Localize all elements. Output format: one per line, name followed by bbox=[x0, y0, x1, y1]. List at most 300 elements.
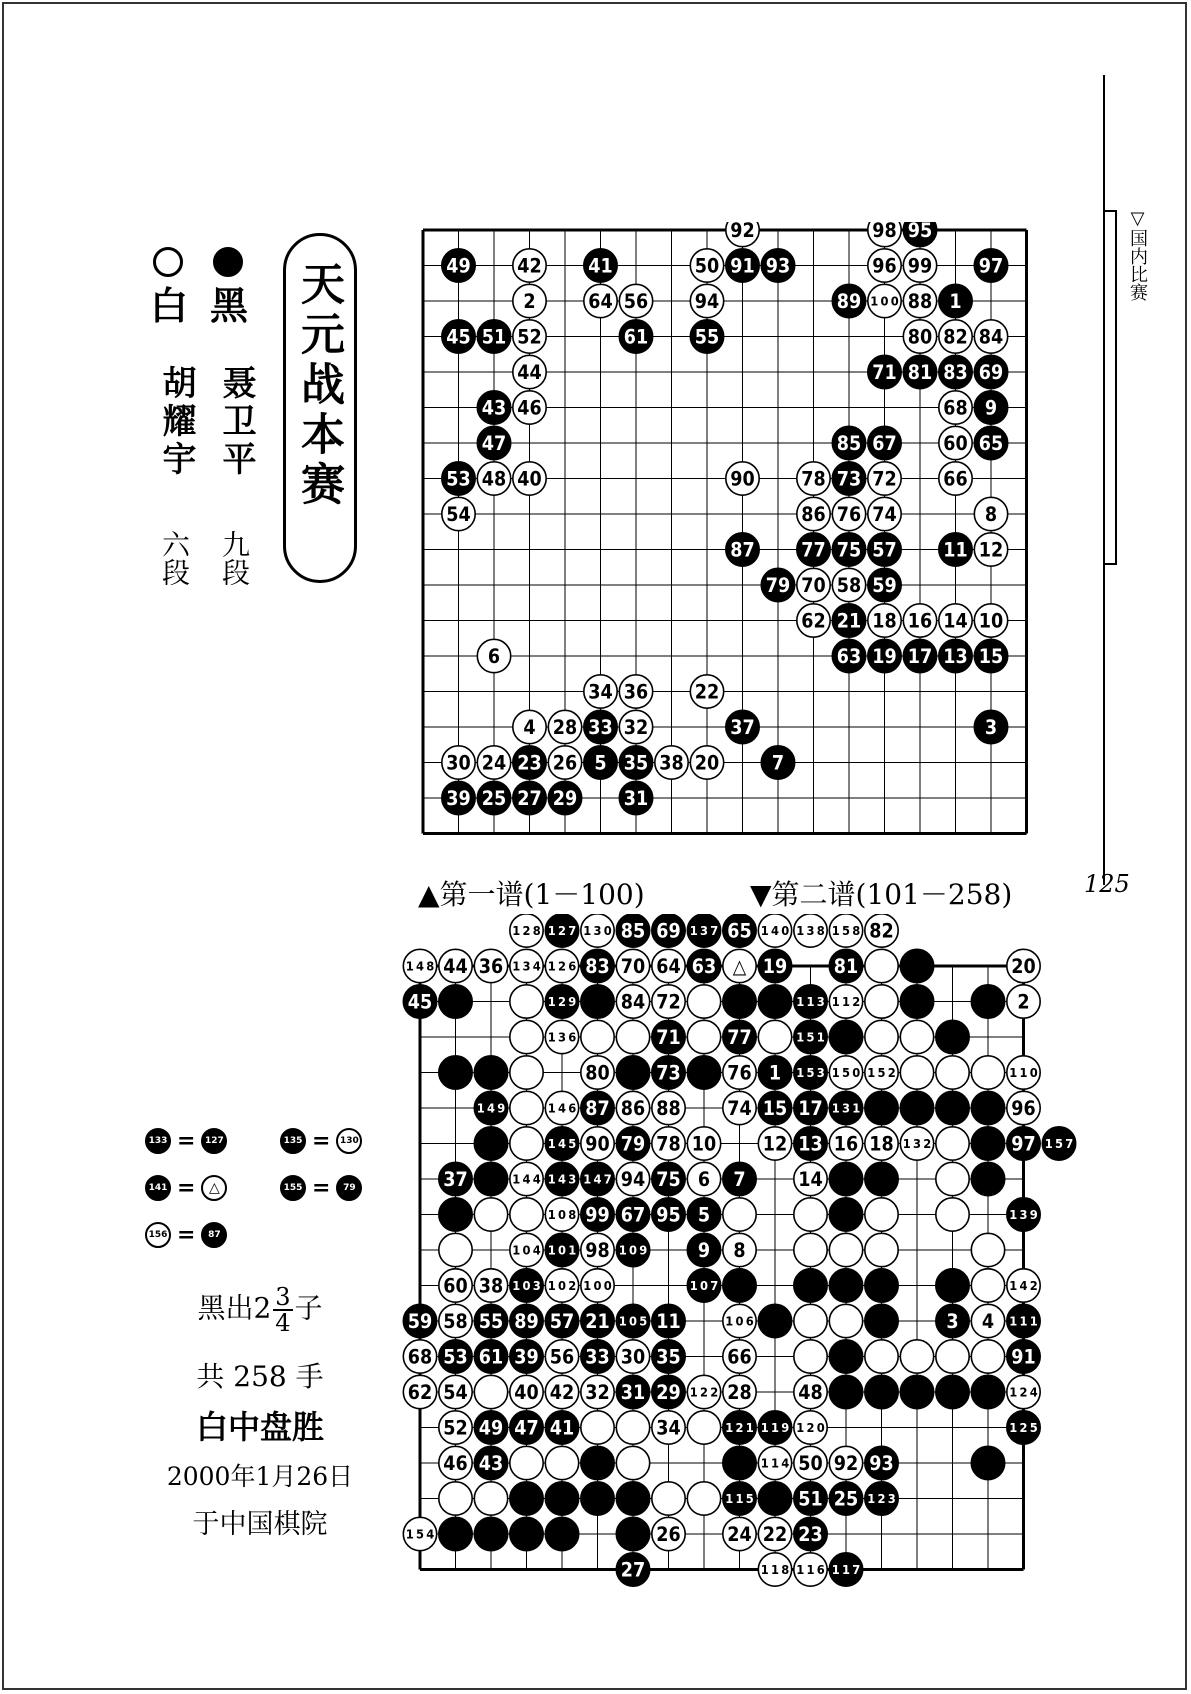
move-number: 41 bbox=[588, 254, 613, 278]
move-number: 1 bbox=[768, 1061, 782, 1085]
black-stone bbox=[794, 1269, 827, 1302]
white-stone bbox=[687, 985, 720, 1018]
white-stone bbox=[510, 985, 543, 1018]
move-number: 49 bbox=[446, 254, 471, 278]
move-number: 86 bbox=[620, 1097, 646, 1121]
black-stone bbox=[900, 949, 933, 982]
move-number: 38 bbox=[478, 1274, 504, 1298]
move-number: 139 bbox=[1009, 1208, 1038, 1224]
move-number: 15 bbox=[762, 1097, 788, 1121]
move-number: 30 bbox=[446, 751, 471, 775]
move-number: 64 bbox=[588, 290, 613, 314]
move-number: 39 bbox=[514, 1345, 539, 1369]
move-number: 16 bbox=[907, 609, 933, 633]
equivalence-item bbox=[145, 1175, 227, 1201]
move-number: 97 bbox=[1011, 1132, 1036, 1156]
total-moves: 共 258 手 bbox=[196, 1360, 324, 1393]
move-number: 48 bbox=[798, 1381, 823, 1405]
equivalence-item bbox=[145, 1128, 227, 1154]
move-number: 23 bbox=[798, 1523, 823, 1547]
move-number: 44 bbox=[443, 955, 468, 979]
move-number: 70 bbox=[620, 955, 646, 979]
black-stone bbox=[581, 1446, 614, 1479]
white-stone bbox=[936, 1198, 969, 1231]
move-number: 146 bbox=[547, 1101, 577, 1117]
move-number: 46 bbox=[443, 1452, 468, 1476]
white-stone bbox=[936, 1127, 969, 1160]
move-number: 57 bbox=[549, 1310, 575, 1334]
equivalence-stone: 127 bbox=[201, 1128, 227, 1154]
black-stone bbox=[474, 1517, 507, 1550]
move-number: 51 bbox=[481, 325, 507, 349]
move-number: 134 bbox=[512, 959, 541, 975]
move-number: 39 bbox=[446, 787, 471, 811]
black-player-rank: 九段 bbox=[218, 530, 251, 586]
black-stone bbox=[971, 1127, 1004, 1160]
move-number: 5 bbox=[697, 1203, 711, 1227]
move-number: 43 bbox=[478, 1452, 504, 1476]
move-number: △ bbox=[732, 955, 747, 979]
move-number: 31 bbox=[623, 787, 649, 811]
move-number: 15 bbox=[978, 645, 1004, 669]
white-stone bbox=[581, 1020, 614, 1053]
move-number: 11 bbox=[656, 1310, 681, 1334]
equals-sign: = bbox=[312, 1128, 331, 1154]
move-number: 87 bbox=[585, 1097, 610, 1121]
move-number: 91 bbox=[730, 254, 755, 278]
move-number: 10 bbox=[978, 609, 1004, 633]
move-number: 7 bbox=[771, 751, 785, 775]
move-number: 81 bbox=[907, 361, 933, 385]
black-stone bbox=[723, 1446, 756, 1479]
black-stone bbox=[723, 985, 756, 1018]
white-player-marker bbox=[153, 235, 183, 280]
move-number: 26 bbox=[552, 751, 578, 775]
black-stone bbox=[439, 1517, 472, 1550]
move-number: 12 bbox=[762, 1132, 788, 1156]
black-stone bbox=[829, 1020, 862, 1053]
move-number: 1 bbox=[949, 290, 962, 314]
move-number: 68 bbox=[407, 1345, 433, 1369]
move-number: 100 bbox=[870, 294, 899, 310]
move-number: 22 bbox=[762, 1523, 788, 1547]
equivalence-stone: 133 bbox=[145, 1128, 171, 1154]
move-number: 65 bbox=[978, 432, 1004, 456]
white-stone bbox=[510, 1056, 543, 1089]
move-number: 44 bbox=[517, 361, 542, 385]
white-stone bbox=[616, 1446, 649, 1479]
move-number: 52 bbox=[443, 1416, 468, 1440]
white-stone bbox=[474, 1198, 507, 1231]
black-stone bbox=[439, 985, 472, 1018]
move-number: 34 bbox=[588, 680, 613, 704]
move-number: 73 bbox=[836, 467, 862, 491]
move-number: 33 bbox=[585, 1345, 610, 1369]
move-number: 99 bbox=[585, 1203, 610, 1227]
white-stone bbox=[865, 1198, 898, 1231]
move-number: 19 bbox=[872, 645, 897, 669]
move-number: 132 bbox=[902, 1137, 932, 1153]
equivalence-stone: 87 bbox=[201, 1222, 227, 1248]
move-number: 40 bbox=[514, 1381, 539, 1405]
move-number: 137 bbox=[689, 924, 719, 940]
move-number: 36 bbox=[623, 680, 649, 704]
move-number: 4 bbox=[981, 1310, 995, 1334]
move-number: 130 bbox=[583, 924, 612, 940]
move-number: 64 bbox=[656, 955, 681, 979]
move-number: 100 bbox=[583, 1279, 612, 1295]
move-number: 28 bbox=[727, 1381, 752, 1405]
move-number: 79 bbox=[620, 1132, 646, 1156]
move-number: 55 bbox=[694, 325, 720, 349]
move-number: 75 bbox=[836, 538, 862, 562]
game-venue: 于中国棋院 bbox=[192, 1509, 328, 1540]
white-stone bbox=[616, 1020, 649, 1053]
black-stone bbox=[758, 1482, 791, 1515]
white-stone bbox=[723, 1198, 756, 1231]
diagram-2-board bbox=[398, 914, 1078, 1594]
move-number: 61 bbox=[478, 1345, 504, 1369]
move-number: 118 bbox=[760, 1563, 790, 1579]
move-number: 136 bbox=[547, 1030, 577, 1046]
move-number: 107 bbox=[689, 1279, 719, 1295]
move-number: 94 bbox=[620, 1168, 646, 1192]
move-number: 3 bbox=[984, 716, 998, 740]
move-number: 144 bbox=[512, 1172, 541, 1188]
black-stone bbox=[865, 1375, 898, 1408]
move-number: 108 bbox=[547, 1208, 577, 1224]
black-stone bbox=[865, 1269, 898, 1302]
black-stone bbox=[829, 1162, 862, 1195]
move-number: 53 bbox=[446, 467, 471, 491]
move-number: 32 bbox=[585, 1381, 610, 1405]
black-stone bbox=[936, 1375, 969, 1408]
move-number: 53 bbox=[443, 1345, 468, 1369]
move-number: 60 bbox=[443, 1274, 468, 1298]
komi-fraction bbox=[273, 1285, 292, 1335]
move-number: 95 bbox=[656, 1203, 681, 1227]
move-number: 36 bbox=[478, 955, 504, 979]
equivalence-stone: 155 bbox=[280, 1175, 306, 1201]
move-number: 24 bbox=[727, 1523, 752, 1547]
black-stone bbox=[687, 1056, 720, 1089]
move-number: 69 bbox=[656, 919, 681, 943]
black-stone bbox=[829, 1340, 862, 1373]
black-stone bbox=[616, 1056, 649, 1089]
move-number: 89 bbox=[514, 1310, 539, 1334]
diagram-1-board bbox=[415, 222, 1065, 862]
white-stone bbox=[971, 1269, 1004, 1302]
move-number: 101 bbox=[547, 1243, 577, 1259]
equivalence-stone: 135 bbox=[280, 1128, 306, 1154]
komi-denominator: 4 bbox=[275, 1309, 291, 1337]
komi-prefix: 黑出2 bbox=[197, 1291, 272, 1325]
black-stone bbox=[971, 1091, 1004, 1124]
white-stone bbox=[687, 1482, 720, 1515]
move-number: 87 bbox=[730, 538, 755, 562]
white-stone bbox=[971, 1233, 1004, 1266]
white-player-rank: 六段 bbox=[158, 530, 191, 586]
equivalence-item bbox=[280, 1128, 362, 1154]
move-number: 93 bbox=[765, 254, 791, 278]
move-number: 67 bbox=[872, 432, 897, 456]
move-number: 74 bbox=[872, 503, 897, 527]
white-stone bbox=[936, 1340, 969, 1373]
move-number: 49 bbox=[478, 1416, 504, 1440]
move-number: 69 bbox=[978, 361, 1004, 385]
black-stone bbox=[900, 1091, 933, 1124]
move-number: 104 bbox=[512, 1243, 541, 1259]
move-number: 40 bbox=[517, 467, 542, 491]
move-number: 21 bbox=[585, 1310, 610, 1334]
white-stone bbox=[865, 985, 898, 1018]
move-number: 54 bbox=[443, 1381, 468, 1405]
move-number: 48 bbox=[481, 467, 507, 491]
black-stone-icon bbox=[213, 247, 243, 277]
black-stone bbox=[723, 1269, 756, 1302]
move-number: 27 bbox=[517, 787, 542, 811]
move-number: 98 bbox=[585, 1239, 610, 1263]
move-number: 96 bbox=[1011, 1097, 1036, 1121]
white-stone bbox=[900, 1020, 933, 1053]
move-number: 35 bbox=[623, 751, 649, 775]
komi-line bbox=[140, 1285, 380, 1335]
move-number: 77 bbox=[727, 1026, 752, 1050]
equivalence-stone: 130 bbox=[336, 1128, 362, 1154]
move-number: 2 bbox=[1017, 990, 1030, 1014]
move-number: 97 bbox=[978, 254, 1004, 278]
move-number: 42 bbox=[517, 254, 542, 278]
move-number: 83 bbox=[585, 955, 610, 979]
move-number: 6 bbox=[697, 1168, 711, 1192]
white-stone bbox=[510, 1091, 543, 1124]
equals-sign: = bbox=[312, 1175, 331, 1201]
move-number: 3 bbox=[946, 1310, 959, 1334]
move-number: 63 bbox=[836, 645, 862, 669]
move-number: 65 bbox=[727, 919, 752, 943]
white-stone bbox=[900, 1340, 933, 1373]
black-stone bbox=[758, 1304, 791, 1337]
equals-sign: = bbox=[177, 1222, 196, 1248]
white-stone bbox=[687, 1411, 720, 1444]
white-label: 白 bbox=[150, 283, 189, 328]
move-number: 54 bbox=[446, 503, 471, 527]
white-stone bbox=[829, 1233, 862, 1266]
move-number: 67 bbox=[620, 1203, 646, 1227]
move-number: 58 bbox=[836, 574, 862, 598]
move-number: 88 bbox=[907, 290, 933, 314]
move-number: 150 bbox=[831, 1066, 861, 1082]
move-number: 17 bbox=[798, 1097, 823, 1121]
equals-sign: = bbox=[177, 1128, 196, 1154]
move-number: 96 bbox=[872, 254, 897, 278]
move-number: 98 bbox=[872, 222, 897, 243]
white-player-name: 胡耀宇 bbox=[156, 365, 196, 479]
move-number: 23 bbox=[517, 751, 542, 775]
white-stone bbox=[829, 1304, 862, 1337]
move-number: 2 bbox=[523, 290, 536, 314]
move-number: 114 bbox=[760, 1456, 790, 1472]
move-number: 120 bbox=[796, 1421, 825, 1437]
move-number: 29 bbox=[656, 1381, 681, 1405]
move-number: 50 bbox=[798, 1452, 823, 1476]
move-number: 99 bbox=[907, 254, 933, 278]
game-date: 2000年1月26日 bbox=[166, 1462, 354, 1491]
black-stone bbox=[474, 1127, 507, 1160]
move-number: 66 bbox=[727, 1345, 752, 1369]
move-number: 38 bbox=[659, 751, 684, 775]
move-number: 35 bbox=[656, 1345, 681, 1369]
white-stone bbox=[794, 1198, 827, 1231]
white-stone bbox=[439, 1482, 472, 1515]
move-number: 80 bbox=[907, 325, 933, 349]
move-number: 11 bbox=[943, 538, 968, 562]
move-number: 33 bbox=[588, 716, 613, 740]
move-number: 79 bbox=[765, 574, 791, 598]
equivalence-stone: 141 bbox=[145, 1175, 171, 1201]
move-number: 57 bbox=[872, 538, 897, 562]
move-number: 37 bbox=[730, 716, 755, 740]
move-number: 50 bbox=[694, 254, 720, 278]
move-number: 13 bbox=[943, 645, 968, 669]
move-number: 60 bbox=[943, 432, 968, 456]
move-number: 74 bbox=[727, 1097, 752, 1121]
move-number: 94 bbox=[694, 290, 720, 314]
equivalence-stone: 79 bbox=[336, 1175, 362, 1201]
move-number: 147 bbox=[583, 1172, 612, 1188]
move-number: 72 bbox=[656, 990, 681, 1014]
white-stone bbox=[474, 1482, 507, 1515]
move-number: 123 bbox=[867, 1492, 896, 1508]
white-stone bbox=[474, 1375, 507, 1408]
move-number: 149 bbox=[476, 1101, 506, 1117]
white-stone-icon bbox=[153, 247, 183, 277]
move-number: 103 bbox=[512, 1279, 541, 1295]
move-number: 153 bbox=[796, 1066, 825, 1082]
move-number: 16 bbox=[833, 1132, 859, 1156]
white-stone bbox=[510, 1020, 543, 1053]
komi-numerator: 3 bbox=[275, 1283, 291, 1311]
move-number: 42 bbox=[549, 1381, 575, 1405]
move-number: 119 bbox=[760, 1421, 790, 1437]
move-number: 41 bbox=[549, 1416, 575, 1440]
move-number: 55 bbox=[478, 1310, 504, 1334]
section-bracket bbox=[1103, 210, 1117, 565]
move-number: 82 bbox=[943, 325, 968, 349]
white-stone bbox=[510, 1198, 543, 1231]
diagram-1-caption: ▲第一谱(1－100) bbox=[418, 878, 645, 911]
move-number: 84 bbox=[978, 325, 1004, 349]
white-stone bbox=[510, 1446, 543, 1479]
move-number: 28 bbox=[552, 716, 578, 740]
move-number: 111 bbox=[1009, 1314, 1038, 1330]
move-number: 62 bbox=[801, 609, 826, 633]
move-number: 59 bbox=[407, 1310, 433, 1334]
move-number: 105 bbox=[618, 1314, 648, 1330]
move-number: 10 bbox=[691, 1132, 717, 1156]
black-stone bbox=[971, 1446, 1004, 1479]
move-number: 93 bbox=[869, 1452, 894, 1476]
move-number: 18 bbox=[869, 1132, 894, 1156]
equivalence-item bbox=[145, 1222, 227, 1248]
move-number: 63 bbox=[691, 955, 717, 979]
move-number: 8 bbox=[733, 1239, 746, 1263]
komi-suffix: 子 bbox=[294, 1291, 323, 1325]
move-number: 9 bbox=[697, 1239, 711, 1263]
move-number: 12 bbox=[978, 538, 1004, 562]
white-stone bbox=[758, 1020, 791, 1053]
white-stone bbox=[865, 1020, 898, 1053]
black-stone bbox=[581, 1482, 614, 1515]
move-number: 75 bbox=[656, 1168, 681, 1192]
move-number: 52 bbox=[517, 325, 542, 349]
move-number: 34 bbox=[656, 1416, 681, 1440]
black-stone bbox=[971, 1162, 1004, 1195]
move-number: 72 bbox=[872, 467, 897, 491]
move-number: 152 bbox=[867, 1066, 896, 1082]
black-stone bbox=[439, 1198, 472, 1231]
move-number: 78 bbox=[656, 1132, 681, 1156]
move-number: 8 bbox=[984, 503, 998, 527]
white-stone bbox=[971, 1056, 1004, 1089]
move-number: 115 bbox=[725, 1492, 754, 1508]
black-stone bbox=[439, 1056, 472, 1089]
white-stone bbox=[652, 1482, 685, 1515]
black-stone bbox=[545, 1517, 578, 1550]
move-number: 31 bbox=[620, 1381, 646, 1405]
move-number: 95 bbox=[907, 222, 933, 243]
move-number: 81 bbox=[833, 955, 859, 979]
black-stone bbox=[758, 985, 791, 1018]
white-stone bbox=[616, 1411, 649, 1444]
white-stone bbox=[865, 1340, 898, 1373]
move-number: 32 bbox=[623, 716, 649, 740]
move-number: 56 bbox=[549, 1345, 575, 1369]
move-number: 26 bbox=[656, 1523, 681, 1547]
move-number: 112 bbox=[831, 995, 861, 1011]
black-stone bbox=[581, 985, 614, 1018]
move-number: 116 bbox=[796, 1563, 825, 1579]
move-number: 143 bbox=[547, 1172, 577, 1188]
move-number: 82 bbox=[869, 919, 894, 943]
move-number: 128 bbox=[512, 924, 541, 940]
move-number: 71 bbox=[872, 361, 897, 385]
equivalence-item bbox=[280, 1175, 362, 1201]
equivalence-stone: 156 bbox=[145, 1222, 171, 1248]
move-number: 47 bbox=[514, 1416, 539, 1440]
move-number: 76 bbox=[836, 503, 862, 527]
move-number: 25 bbox=[481, 787, 507, 811]
black-stone bbox=[936, 1269, 969, 1302]
move-number: 138 bbox=[796, 924, 825, 940]
move-number: 19 bbox=[762, 955, 788, 979]
move-number: 24 bbox=[481, 751, 507, 775]
black-stone bbox=[971, 985, 1004, 1018]
move-number: 80 bbox=[585, 1061, 610, 1085]
white-stone bbox=[936, 1056, 969, 1089]
move-number: 113 bbox=[796, 995, 825, 1011]
move-number: 85 bbox=[836, 432, 862, 456]
move-number: 157 bbox=[1044, 1137, 1074, 1153]
move-number: 14 bbox=[943, 609, 968, 633]
move-number: 45 bbox=[446, 325, 471, 349]
move-number: 145 bbox=[547, 1137, 577, 1153]
white-stone bbox=[545, 1446, 578, 1479]
move-number: 154 bbox=[405, 1527, 435, 1543]
move-number: 89 bbox=[836, 290, 862, 314]
move-number: 76 bbox=[727, 1061, 752, 1085]
black-stone bbox=[616, 1517, 649, 1550]
